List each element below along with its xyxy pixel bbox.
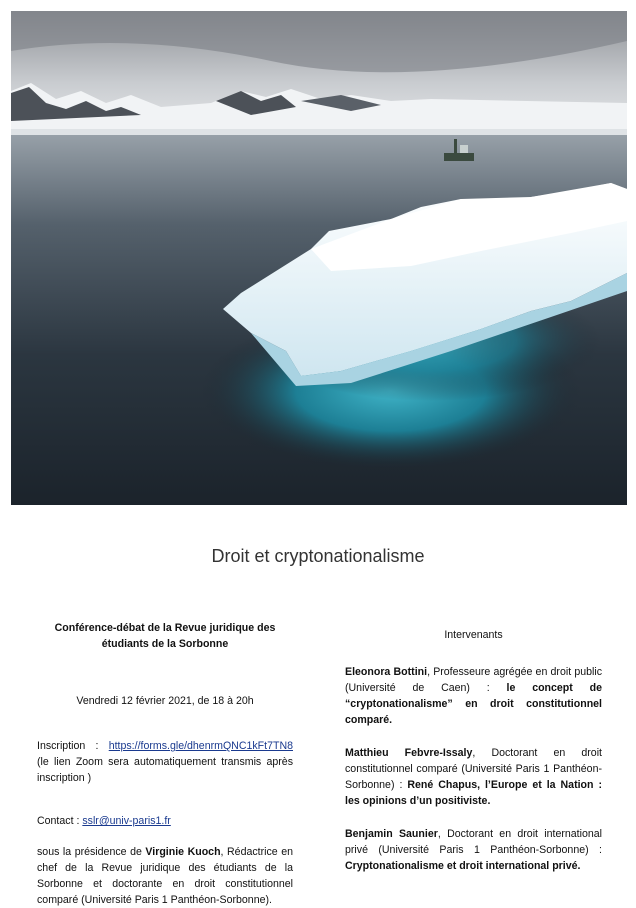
- speaker-name: Eleonora Bottini: [345, 666, 428, 678]
- speaker-desc: , Doctorant en droit international privé (Université Paris 1 Panthéon-Sorbonne) :: [345, 828, 602, 856]
- speaker-talk: le concept de “cryptonationalisme” en droit constitutionnel comparé.: [345, 682, 603, 726]
- speaker-talk: René Chapus, l’Europe et la Nation : les opinions d’un positiviste.: [345, 779, 602, 807]
- inscription-text: [37, 738, 293, 786]
- page-title: Droit et cryptonationalisme: [211, 546, 425, 566]
- speaker-item: [345, 664, 602, 728]
- inscription-link[interactable]: https://forms.gle/dhenrmQNC1kFt7TN8: [108, 740, 293, 752]
- speaker-name: Benjamin Saunier: [345, 828, 438, 840]
- event-date: Vendredi 12 février 2021, de 18 à 20h: [76, 695, 254, 707]
- speaker-name: Matthieu Febvre-Issaly: [345, 747, 473, 759]
- presidence-prefix: sous la présidence de: [37, 846, 146, 858]
- contact-email-link[interactable]: sslr@univ-paris1.fr: [82, 815, 171, 827]
- iceberg-photo: [11, 11, 627, 505]
- speaker-item: [345, 745, 602, 809]
- inscription-rest: (le lien Zoom sera automatiquement transmis après inscription ): [37, 756, 293, 784]
- contact-text: [37, 813, 293, 829]
- speakers-heading: Intervenants: [444, 629, 503, 641]
- inscription-label: Inscription :: [37, 740, 109, 752]
- speaker-talk: Cryptonationalisme et droit international privé.: [345, 860, 581, 872]
- presidence-name: Virginie Kuoch: [145, 846, 221, 858]
- speaker-desc: , Doctorant en droit constitutionnel comparé (Université Paris 1 Panthéon-Sorbonne) :: [345, 747, 602, 791]
- presidence-rest: , Rédactrice en chef de la Revue juridique des étudiants de la Sorbonne et doctorante en droit constitutionnel comparé (Université Paris 1 Panthéon-Sorbonne).: [37, 846, 293, 906]
- speaker-item: [345, 826, 602, 874]
- speaker-desc: , Professeure agrégée en droit public (Université de Caen) :: [345, 666, 602, 694]
- presidence-text: [37, 844, 293, 908]
- event-details: [37, 620, 293, 908]
- contact-label: Contact :: [37, 815, 83, 827]
- event-title: Conférence-débat de la Revue juridique des étudiants de la Sorbonne: [54, 622, 276, 650]
- iceberg-illustration: [11, 11, 627, 505]
- speakers-section: [345, 627, 602, 874]
